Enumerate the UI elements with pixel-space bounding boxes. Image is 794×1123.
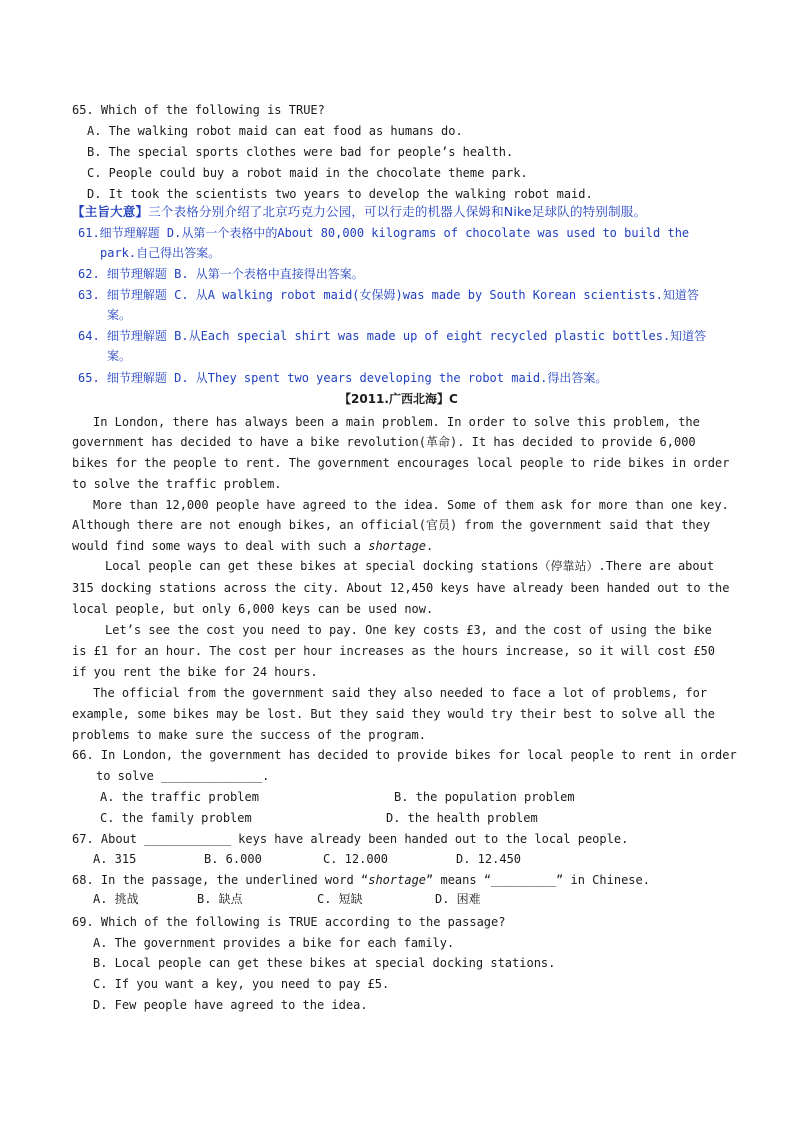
q65-option-c: C. People could buy a robot maid in the chocolate theme park.	[87, 166, 528, 180]
q65-stem: 65. Which of the following is TRUE?	[72, 103, 325, 117]
q67-option-d: D. 12.450	[456, 852, 522, 866]
q68-option-d: D. 困难	[435, 892, 481, 906]
q68-stem-start: 68. In the passage, the underlined word “	[72, 873, 369, 887]
answer-61-line1: 61.细节理解题 D.从第一个表格中的About 80,000 kilograms of chocolate was used to build the	[78, 226, 690, 240]
q66-stem-line1: 66. In London, the government has decided to provide bikes for local people to rent in order	[72, 748, 737, 762]
q66-option-b: B. the population problem	[394, 790, 575, 804]
q69-option-a: A. The government provides a bike for each family.	[93, 936, 455, 950]
q68-option-c: C. 短缺	[317, 892, 363, 906]
q67-option-c: C. 12.000	[323, 852, 389, 866]
passage-line-1: In London, there has always been a main problem. In order to solve this problem, the	[93, 415, 700, 429]
q69-option-c: C. If you want a key, you need to pay £5.	[93, 977, 390, 991]
answer-63-line2: 案。	[107, 308, 132, 322]
q69-option-d: D. Few people have agreed to the idea.	[93, 998, 368, 1012]
answer-64-line1: 64. 细节理解题 B.从Each special shirt was made up of eight recycled plastic bottles.知道答	[78, 329, 707, 343]
q67-stem: 67. About ____________ keys have already been handed out to the local people.	[72, 832, 629, 846]
passage-line-7-end: .	[426, 539, 434, 553]
answer-63-line1: 63. 细节理解题 C. 从A walking robot maid(女保姆)was made by South Korean scientists.知道答	[78, 288, 699, 302]
summary-line	[72, 204, 646, 220]
q67-option-a: A. 315	[93, 852, 137, 866]
passage-word-shortage: shortage	[368, 539, 427, 553]
passage-line-5: More than 12,000 people have agreed to the idea. Some of them ask for more than one key.	[93, 498, 729, 512]
passage-line-12: is £1 for an hour. The cost per hour increases as the hours increase, so it will cost £50	[72, 644, 715, 658]
summary-label: 【主旨大意】	[72, 204, 149, 219]
q69-option-b: B. Local people can get these bikes at special docking stations.	[93, 956, 556, 970]
q68-option-b: B. 缺点	[197, 892, 243, 906]
passage-line-3: bikes for the people to rent. The government encourages local people to ride bikes in order	[72, 456, 730, 470]
q68-word-shortage: shortage	[368, 873, 427, 887]
answer-64-line2: 案。	[107, 349, 132, 363]
passage-line-2: government has decided to have a bike revolution(革命). It has decided to provide 6,000	[72, 435, 696, 449]
q69-stem: 69. Which of the following is TRUE according to the passage?	[72, 915, 506, 929]
q68-stem-end: ” means “_________” in Chinese.	[426, 873, 650, 887]
q68-option-a: A. 挑战	[93, 892, 139, 906]
answer-65: 65. 细节理解题 D. 从They spent two years developing the robot maid.得出答案。	[78, 371, 608, 385]
passage-line-13: if you rent the bike for 24 hours.	[72, 665, 318, 679]
q65-option-a: A. The walking robot maid can eat food as humans do.	[87, 124, 463, 138]
answer-61-line2: park.自己得出答案。	[100, 246, 221, 260]
passage-line-14: The official from the government said they also needed to face a lot of problems, for	[93, 686, 708, 700]
q67-option-b: B. 6.000	[204, 852, 262, 866]
passage-line-9: 315 docking stations across the city. About 12,450 keys have already been handed out to the	[72, 581, 730, 595]
q66-option-d: D. the health problem	[386, 811, 538, 825]
passage-line-10: local people, but only 6,000 keys can be used now.	[72, 602, 434, 616]
q68-stem	[72, 872, 650, 888]
answer-62: 62. 细节理解题 B. 从第一个表格中直接得出答案。	[78, 267, 364, 281]
q66-option-a: A. the traffic problem	[100, 790, 259, 804]
q65-option-d: D. It took the scientists two years to develop the walking robot maid.	[87, 187, 593, 201]
q66-option-c: C. the family problem	[100, 811, 252, 825]
passage-header: 【2011.广西北海】C	[339, 392, 458, 406]
summary-text: 三个表格分别介绍了北京巧克力公园，可以行走的机器人保姆和Nike足球队的特别制服。	[148, 204, 647, 219]
passage-line-11: Let’s see the cost you need to pay. One key costs £3, and the cost of using the bike	[105, 623, 712, 637]
q66-stem-line2: to solve ______________.	[96, 769, 270, 783]
passage-line-16: problems to make sure the success of the program.	[72, 728, 427, 742]
passage-line-7	[72, 538, 433, 554]
passage-line-6: Although there are not enough bikes, an official(官员) from the government said that they	[72, 518, 711, 532]
q65-option-b: B. The special sports clothes were bad for people’s health.	[87, 145, 514, 159]
passage-line-7-text: would find some ways to deal with such a	[72, 539, 369, 553]
passage-line-8: Local people can get these bikes at special docking stations（停靠站）.There are about	[105, 559, 715, 573]
passage-line-15: example, some bikes may be lost. But they said they would try their best to solve all the	[72, 707, 715, 721]
passage-line-4: to solve the traffic problem.	[72, 477, 282, 491]
